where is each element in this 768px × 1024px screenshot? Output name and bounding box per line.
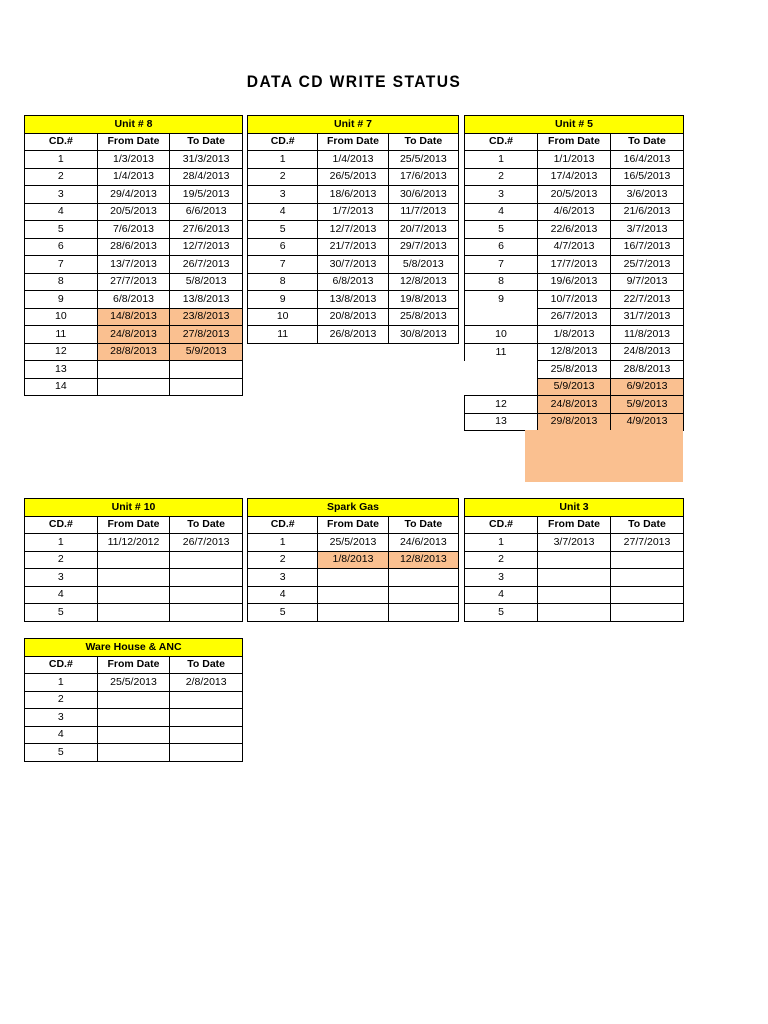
col-header-from: From Date: [97, 133, 170, 151]
cell-cd: 7: [25, 256, 98, 274]
cell-from: [97, 709, 170, 727]
cell-from: 25/5/2013: [318, 534, 388, 552]
cell-to: 28/4/2013: [170, 168, 243, 186]
cell-to: 3/6/2013: [611, 186, 684, 204]
cell-from: 28/6/2013: [97, 238, 170, 256]
cell-cd: 5: [25, 604, 98, 622]
table-row: [248, 308, 459, 326]
cell-to: [170, 691, 243, 709]
cell-cd: 4: [25, 586, 98, 604]
cell-from: 1/7/2013: [318, 203, 388, 221]
cell-to: [170, 551, 243, 569]
table-row: [248, 221, 459, 239]
table-row: [25, 238, 243, 256]
cell-to: 11/7/2013: [388, 203, 458, 221]
table-row: [465, 221, 684, 239]
table-row: [248, 273, 459, 291]
cell-from: [538, 551, 611, 569]
cell-from: 29/8/2013: [538, 413, 611, 431]
cell-to: [170, 378, 243, 396]
table-row: [25, 168, 243, 186]
col-header-from: From Date: [538, 133, 611, 151]
col-header-cd: CD.#: [248, 133, 318, 151]
cell-from: 26/5/2013: [318, 168, 388, 186]
cell-from: 13/8/2013: [318, 291, 388, 309]
cell-from: 7/6/2013: [97, 221, 170, 239]
table-row: [248, 203, 459, 221]
cell-from: [97, 604, 170, 622]
cell-from: 1/8/2013: [318, 551, 388, 569]
table-title: Unit # 8: [25, 116, 243, 134]
cell-cd: 2: [465, 551, 538, 569]
table-row: [465, 168, 684, 186]
cell-from: 18/6/2013: [318, 186, 388, 204]
table-row: [465, 378, 684, 396]
table-row: [465, 586, 684, 604]
table-row: [25, 709, 243, 727]
cell-to: [170, 709, 243, 727]
cell-cd: 9: [465, 291, 538, 309]
table-row: [248, 168, 459, 186]
cell-to: 31/7/2013: [611, 308, 684, 326]
table-unit3: [464, 498, 684, 622]
cell-to: 5/8/2013: [170, 273, 243, 291]
cell-from: [97, 551, 170, 569]
cell-from: [97, 569, 170, 587]
table-unit5: [464, 115, 684, 431]
table-row: [248, 551, 459, 569]
cell-cd: 5: [25, 744, 98, 762]
cell-cd: 4: [248, 586, 318, 604]
table-row: [25, 343, 243, 361]
col-header-to: To Date: [611, 516, 684, 534]
cell-to: 3/7/2013: [611, 221, 684, 239]
cell-to: 12/7/2013: [170, 238, 243, 256]
cell-to: [611, 604, 684, 622]
cell-from: 4/6/2013: [538, 203, 611, 221]
cell-to: 17/6/2013: [388, 168, 458, 186]
col-header-cd: CD.#: [465, 133, 538, 151]
cell-cd: 5: [248, 221, 318, 239]
cell-cd: 4: [248, 203, 318, 221]
cell-from: 6/8/2013: [318, 273, 388, 291]
cell-cd: 3: [248, 569, 318, 587]
col-header-from: From Date: [97, 656, 170, 674]
cell-cd: 6: [25, 238, 98, 256]
cell-cd: 11: [248, 326, 318, 344]
cell-cd: 8: [465, 273, 538, 291]
cell-to: [611, 551, 684, 569]
cell-cd: 14: [25, 378, 98, 396]
cell-cd: 11: [25, 326, 98, 344]
table-row: [465, 186, 684, 204]
cell-cd: 5: [248, 604, 318, 622]
cell-from: 4/7/2013: [538, 238, 611, 256]
cell-to: 11/8/2013: [611, 326, 684, 344]
col-header-from: From Date: [318, 133, 388, 151]
table-row: [248, 256, 459, 274]
cell-cd: [465, 308, 538, 326]
cell-to: 29/7/2013: [388, 238, 458, 256]
cell-to: 25/5/2013: [388, 151, 458, 169]
table-row: [25, 378, 243, 396]
cell-from: 27/7/2013: [97, 273, 170, 291]
cell-to: 5/9/2013: [170, 343, 243, 361]
table-row: [248, 534, 459, 552]
table-row: [25, 691, 243, 709]
table-row: [25, 326, 243, 344]
cell-to: 4/9/2013: [611, 413, 684, 431]
cell-cd: 3: [465, 186, 538, 204]
cell-cd: 4: [465, 203, 538, 221]
cell-from: 14/8/2013: [97, 308, 170, 326]
cell-to: 21/6/2013: [611, 203, 684, 221]
col-header-to: To Date: [388, 133, 458, 151]
cell-cd: 13: [465, 413, 538, 431]
table-title: Unit 3: [465, 499, 684, 517]
table-row: [248, 569, 459, 587]
cell-cd: 2: [248, 168, 318, 186]
cell-to: [388, 604, 458, 622]
cell-from: [97, 361, 170, 379]
cell-cd: 13: [25, 361, 98, 379]
cell-cd: 3: [465, 569, 538, 587]
cell-from: 17/4/2013: [538, 168, 611, 186]
cell-to: 25/7/2013: [611, 256, 684, 274]
cell-from: 29/4/2013: [97, 186, 170, 204]
col-header-cd: CD.#: [25, 133, 98, 151]
cell-cd: 12: [465, 396, 538, 414]
table-unit7: [247, 115, 459, 344]
cell-cd: 2: [465, 168, 538, 186]
cell-from: [97, 726, 170, 744]
cell-from: 19/6/2013: [538, 273, 611, 291]
cell-to: 16/4/2013: [611, 151, 684, 169]
cell-cd: 8: [25, 273, 98, 291]
cell-to: 6/6/2013: [170, 203, 243, 221]
cell-to: [388, 569, 458, 587]
cell-from: 22/6/2013: [538, 221, 611, 239]
table-row: [25, 361, 243, 379]
table-row: [248, 151, 459, 169]
cell-from: 20/5/2013: [97, 203, 170, 221]
cell-to: 12/8/2013: [388, 273, 458, 291]
table-row: [25, 744, 243, 762]
cell-cd: 6: [465, 238, 538, 256]
cell-cd: 2: [25, 691, 98, 709]
cell-cd: 10: [25, 308, 98, 326]
cell-to: [170, 586, 243, 604]
table-row: [25, 674, 243, 692]
col-header-to: To Date: [170, 133, 243, 151]
cell-from: 1/8/2013: [538, 326, 611, 344]
col-header-cd: CD.#: [25, 516, 98, 534]
cell-cd: 5: [465, 604, 538, 622]
cell-to: [170, 744, 243, 762]
cell-to: 24/8/2013: [611, 343, 684, 361]
cell-from: 24/8/2013: [538, 396, 611, 414]
cell-from: [97, 586, 170, 604]
cell-from: 24/8/2013: [97, 326, 170, 344]
cell-from: [97, 378, 170, 396]
table-row: [25, 151, 243, 169]
table-row: [465, 534, 684, 552]
table-row: [25, 308, 243, 326]
cell-to: 13/8/2013: [170, 291, 243, 309]
table-row: [465, 569, 684, 587]
cell-to: 27/8/2013: [170, 326, 243, 344]
cell-cd: 1: [248, 534, 318, 552]
cell-cd: 12: [25, 343, 98, 361]
table-sparkgas: [247, 498, 459, 622]
cell-to: 6/9/2013: [611, 378, 684, 396]
cell-to: 2/8/2013: [170, 674, 243, 692]
cell-from: [97, 744, 170, 762]
table-row: [248, 604, 459, 622]
table-row: [25, 203, 243, 221]
cell-to: [170, 361, 243, 379]
col-header-cd: CD.#: [465, 516, 538, 534]
cell-to: 20/7/2013: [388, 221, 458, 239]
cell-to: 5/9/2013: [611, 396, 684, 414]
highlight-block: [525, 430, 683, 482]
page-title: DATA CD WRITE STATUS: [246, 72, 462, 91]
table-row: [465, 413, 684, 431]
table-row: [465, 551, 684, 569]
cell-from: 26/8/2013: [318, 326, 388, 344]
table-warehouse: [24, 638, 243, 762]
cell-from: 6/8/2013: [97, 291, 170, 309]
cell-from: [538, 569, 611, 587]
cell-to: [170, 726, 243, 744]
table-title: Ware House & ANC: [25, 639, 243, 657]
cell-cd: 2: [25, 551, 98, 569]
cell-cd: 2: [25, 168, 98, 186]
cell-from: 30/7/2013: [318, 256, 388, 274]
table-title: Spark Gas: [248, 499, 459, 517]
cell-cd: 5: [25, 221, 98, 239]
cell-cd: 3: [25, 569, 98, 587]
cell-cd: 3: [248, 186, 318, 204]
cell-from: [97, 691, 170, 709]
cell-to: 19/8/2013: [388, 291, 458, 309]
cell-to: 24/6/2013: [388, 534, 458, 552]
cell-from: 12/7/2013: [318, 221, 388, 239]
cell-from: 1/4/2013: [97, 168, 170, 186]
cell-cd: 5: [465, 221, 538, 239]
cell-to: 27/6/2013: [170, 221, 243, 239]
cell-to: 26/7/2013: [170, 534, 243, 552]
cell-from: 1/4/2013: [318, 151, 388, 169]
col-header-to: To Date: [611, 133, 684, 151]
cell-from: 13/7/2013: [97, 256, 170, 274]
cell-to: 22/7/2013: [611, 291, 684, 309]
table-row: [25, 221, 243, 239]
cell-to: [388, 586, 458, 604]
cell-from: [318, 604, 388, 622]
cell-from: 5/9/2013: [538, 378, 611, 396]
table-row: [465, 361, 684, 379]
cell-cd: 9: [25, 291, 98, 309]
table-row: [465, 151, 684, 169]
table-row: [465, 396, 684, 414]
table-row: [25, 273, 243, 291]
cell-from: 17/7/2013: [538, 256, 611, 274]
col-header-cd: CD.#: [248, 516, 318, 534]
table-row: [248, 238, 459, 256]
cell-cd: 1: [248, 151, 318, 169]
table-row: [248, 586, 459, 604]
col-header-to: To Date: [170, 656, 243, 674]
cell-from: 25/5/2013: [97, 674, 170, 692]
cell-cd: 1: [25, 534, 98, 552]
cell-from: 12/8/2013: [538, 343, 611, 361]
cell-from: 1/3/2013: [97, 151, 170, 169]
table-row: [25, 569, 243, 587]
table-row: [25, 586, 243, 604]
table-row: [465, 343, 684, 361]
table-row: [25, 256, 243, 274]
cell-cd: 6: [248, 238, 318, 256]
cell-cd: 1: [25, 674, 98, 692]
cell-cd: 11: [465, 343, 538, 361]
table-row: [248, 186, 459, 204]
cell-from: [318, 586, 388, 604]
table-title: Unit # 5: [465, 116, 684, 134]
table-row: [465, 238, 684, 256]
cell-to: 27/7/2013: [611, 534, 684, 552]
cell-from: [318, 569, 388, 587]
cell-from: [538, 604, 611, 622]
table-row: [25, 534, 243, 552]
cell-to: 9/7/2013: [611, 273, 684, 291]
cell-from: 21/7/2013: [318, 238, 388, 256]
cell-cd: [465, 361, 538, 379]
cell-to: 19/5/2013: [170, 186, 243, 204]
table-row: [465, 326, 684, 344]
table-title: Unit # 10: [25, 499, 243, 517]
table-row: [465, 273, 684, 291]
table-row: [248, 291, 459, 309]
cell-cd: 4: [25, 203, 98, 221]
cell-cd: 1: [465, 534, 538, 552]
cell-cd: 1: [25, 151, 98, 169]
table-unit10: [24, 498, 243, 622]
cell-cd: 7: [465, 256, 538, 274]
cell-from: 1/1/2013: [538, 151, 611, 169]
table-row: [465, 291, 684, 309]
table-unit8: [24, 115, 243, 396]
cell-from: 10/7/2013: [538, 291, 611, 309]
cell-from: 25/8/2013: [538, 361, 611, 379]
cell-to: 30/8/2013: [388, 326, 458, 344]
cell-cd: 3: [25, 709, 98, 727]
cell-cd: 3: [25, 186, 98, 204]
cell-cd: 4: [465, 586, 538, 604]
cell-from: 28/8/2013: [97, 343, 170, 361]
cell-cd: 9: [248, 291, 318, 309]
col-header-from: From Date: [318, 516, 388, 534]
cell-from: 26/7/2013: [538, 308, 611, 326]
table-title: Unit # 7: [248, 116, 459, 134]
cell-to: 23/8/2013: [170, 308, 243, 326]
cell-to: 12/8/2013: [388, 551, 458, 569]
cell-cd: 10: [248, 308, 318, 326]
cell-to: 16/5/2013: [611, 168, 684, 186]
cell-to: 16/7/2013: [611, 238, 684, 256]
cell-to: 26/7/2013: [170, 256, 243, 274]
cell-to: 28/8/2013: [611, 361, 684, 379]
col-header-from: From Date: [97, 516, 170, 534]
cell-to: 25/8/2013: [388, 308, 458, 326]
cell-to: [170, 569, 243, 587]
cell-to: 5/8/2013: [388, 256, 458, 274]
cell-cd: 7: [248, 256, 318, 274]
table-row: [25, 186, 243, 204]
cell-to: 30/6/2013: [388, 186, 458, 204]
table-row: [25, 551, 243, 569]
cell-cd: 4: [25, 726, 98, 744]
table-row: [248, 326, 459, 344]
cell-to: [611, 569, 684, 587]
table-row: [25, 291, 243, 309]
cell-cd: 2: [248, 551, 318, 569]
cell-to: [170, 604, 243, 622]
cell-from: 20/5/2013: [538, 186, 611, 204]
table-row: [25, 604, 243, 622]
table-row: [465, 604, 684, 622]
col-header-cd: CD.#: [25, 656, 98, 674]
cell-cd: 10: [465, 326, 538, 344]
cell-from: 3/7/2013: [538, 534, 611, 552]
cell-from: 20/8/2013: [318, 308, 388, 326]
cell-cd: [465, 378, 538, 396]
col-header-to: To Date: [170, 516, 243, 534]
cell-to: [611, 586, 684, 604]
table-row: [465, 256, 684, 274]
table-row: [25, 726, 243, 744]
table-row: [465, 308, 684, 326]
table-row: [465, 203, 684, 221]
cell-to: 31/3/2013: [170, 151, 243, 169]
cell-cd: 8: [248, 273, 318, 291]
col-header-to: To Date: [388, 516, 458, 534]
col-header-from: From Date: [538, 516, 611, 534]
cell-from: [538, 586, 611, 604]
cell-from: 11/12/2012: [97, 534, 170, 552]
cell-cd: 1: [465, 151, 538, 169]
